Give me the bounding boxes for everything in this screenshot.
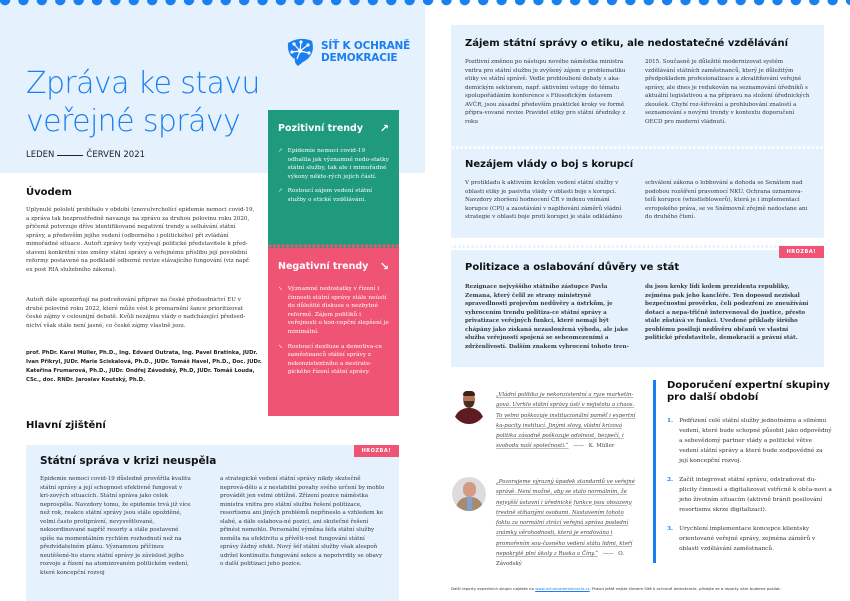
finding-column-2: 2015. Současně je důležité modernizovat systém vzdělávání státních zaměstnanců, který je důležitým předpokladem profesionalizace a zkvalitňování veřejné správy, ale dnes je redukován na seznamování úředníků s aktuální legislativou a na přípravu na složení úřednických zkoušek. Chybí roz-šiřování a prohlubování znalostí a seznamování s novými trendy v kontextu doporučení OECD pro moderní vládnutí.	[645, 59, 810, 125]
logo-line-1: SÍŤ K OCHRANĚ	[321, 40, 411, 52]
period-dash	[57, 155, 83, 156]
finding-column-1: Pozitivní změnou po nástupu nového náměstka ministra vnitra pro státní službu je zvýšený zájem o problematiku etiky ve státní správě. Vedle prohloubení debaty s aka-demickým sektorem, např. aktivními vstupy do tématu spolupořádáním konference s Filosofickým ústavem AVČR, jsou zásadní především praktické kroky ve formě připra-vované revize Pravidel etiky pro státní úředníky z roku	[465, 59, 626, 125]
finding-column-1: V protikladu k aktivním krokům vedení státní služby v oblasti etiky je pasivita vlády v oblasti boje s korupcí. Navzdory zhoršení hodnocení ČR v indexu vnímání korupce (CPI) a zaostávání v naplňování záměrů vládní strategie v oblasti boje proti korupci je stále odkládáno	[465, 180, 622, 220]
threat-badge: HROZBA!	[779, 246, 824, 258]
finding-title: Státní správa v krizi neuspěla	[40, 455, 217, 467]
positive-trends-card	[268, 110, 399, 244]
recommendation-item	[667, 475, 833, 515]
footer-text-before: Další reporty expertních skupin najdete na	[451, 586, 536, 591]
report-period	[26, 150, 145, 160]
arrow-down-right-icon: ↘	[278, 343, 283, 350]
recommendations	[653, 380, 833, 563]
website-link[interactable]: www.ochranademokracie.cz	[535, 586, 590, 591]
quote-zavodsky	[452, 477, 636, 570]
positive-trend-text: Epidemie nemoci covid-19 odhalila jak významné nedo-statky státní služby, tak ale i mimořádné výkony někte-rých jejích částí.	[287, 148, 389, 180]
finding-column-2: schválení zákona o lobbování a dohoda se Senátem nad podobou rozšíření pravomocí NKÚ. Ochrana oznamova-telů korupce (whistleblowerů), která je i implementací evropského práva, se ve Sněmovně zřejmě nedostane ani do druhého čtení.	[645, 180, 808, 220]
quote-author: K. Müller	[588, 443, 615, 450]
finding-politicization	[451, 250, 824, 367]
negative-trend-item	[278, 343, 389, 377]
finding-title: Politizace a oslabování důvěry ve stát	[465, 262, 680, 273]
finding-column-2: a strategické vedení státní správy nikdy skutečně neprová-dělo a z nestabilní povahy svého určení by mohlo provádět jen velmi obtížně. Zřízení pozice náměstka ministra vnitra pro státní službu řešení politizace, resortismu ani jiných problémů nepřineslo a vzhledem ke slabé, a dále oslabova-né pozici, ani skutečné řešení přinést nemohlo. Personální výměna šéfa státní služby neměla na efektivitu a přívěti-vost fungování státní správy žádný efekt. Nový šéf státní služby však alespoň udržel kontinuitu fungování sekce a nepotvrdily se obavy o další politizaci jeho pozice.	[220, 476, 385, 567]
finding-column-1: Rezignace nejvyššího státního zástupce Pavla Zemana, který čelil ze strany ministryně spravedlnosti projevům nedůvěry a ústrkům, je vyhrocením trendu politiza-ce státní správy a privatizace veřejných funkcí, které nemají být chápány jako získaná nezasloužená výhoda, ale jako služba veřejnosti spojená se sebeomezeními a zdrženlivostí. Dalším znakem vyhrocení tohoto tren-	[465, 284, 629, 350]
negative-trend-text: Významné nedostatky v řízení i činnosti státní správy stále neústí do důležité diskuse o nezbytné reformě. Zájem politiků i veřejnosti o kon-cepční zlepšení je minimální.	[287, 286, 389, 335]
dotted-divider	[451, 245, 824, 248]
recommendations-title	[667, 380, 833, 404]
quote-body: „Pozorujeme výrazný úpadek standardů ve veřejné správě. Není možné, aby se stalo normálním, že nejvyšší ústavní i úřednické funkce jsou obsazeny trestně stíhanými osobami. Nastavením tohoto faktu za normální ztrácí veřejná správa poslední známky věrohodnosti, která je erodována i promořením sou-časného vedení státu lidmi, kteří nepokrytě plní úkoly z Ruska a Číny.“	[496, 479, 635, 558]
logo-line-2: DEMOKRACIE	[321, 52, 398, 64]
report-title-line-1: Zpráva ke stavu	[26, 66, 260, 101]
recommendation-number: 2.	[667, 477, 674, 483]
logo	[285, 37, 410, 67]
finding-title: Zájem státní správy o etiku, ale nedostatečné vzdělávání	[465, 38, 789, 49]
report-title	[26, 65, 260, 141]
quote-author: O. Závodský	[496, 551, 625, 568]
negative-trends-card	[268, 248, 399, 416]
negative-trends-title: Negativní trendy	[278, 261, 369, 272]
intro-paragraph-1: Uplynulé pololetí probíhalo v období (znovu)vrcholící epidemie nemoci covid-19, a zpráva tak bezprostředně navazuje na zprávu za druhou polovinu roku 2020, přičemž potvrzuje dříve identifikované negativní trendy a selhávání státní správy, a především jejího vedení (odborného i politického) při zvládání mimořádné situace. Autoři zprávy tedy vyzývají politické představitele k před-stavení konkrétní vize změny státní správy a veřejnému příslibu její povolební reformy postavené na podkladě odborné revize stávajícího fungování (viz např. ex post RIA služebního zákona).	[26, 207, 255, 273]
avatar	[452, 477, 486, 511]
authors-list: prof. PhDr. Karel Müller, Ph.D., Ing. Edvard Outrata, Ing. Pavel Bratinka, JUDr. Ivan Přikryl, JUDr. Marie Sciskalová, Ph.D., JUDr. Tomáš Havel, Ph.D., Doc. JUDr. Kateřina Frumarová, Ph.D., JUDr. Ondřej Závodský, Ph.D, JUDr. Tomáš Louda, CSc., doc. RNDr. Jaroslav Koutský, Ph.D.	[26, 350, 262, 383]
recommendation-text: Urychlení implementace koncepce klientsky orientované veřejné správy, zejména záměrů v oblasti vzdělávání zaměstnanců.	[679, 526, 816, 552]
quote-body: „Vládní politika je nekonzistentní a ryze marketin-gová. Uvrhlo státní správy ústí v nejistotu a chaos. To velmi poškozuje institucionální paměť i expertní ka-pacity institucí. Jinými slovy, vládní krizová politika zásadně poškozuje odolnost, bezpečí, i svobodu naší společnosti.“	[496, 392, 636, 450]
arrow-up-right-icon: ↗	[379, 122, 389, 135]
finding-title: Nezájem vlády o boj s korupcí	[465, 159, 634, 170]
finding-column-2: du jsou kroky lidí kolem prezidenta republiky, zejména pak jeho kancléře. Ten doposud nezískal bezpečnostní prověrku, čelí podezření ze zneužívání dotací a nepa-třičně intervenoval do justice, přesto stále zůstává ve funkci. Uvedené příklady širšího problému posilují nedůvěru občanů ve vlastní politické představitele, demokracii a právní stát.	[645, 284, 809, 341]
report-title-line-2: veřejné správy	[26, 104, 241, 139]
finding-column-1: Epidemie nemoci covid-19 důsledně prověřila kvalitu státní správy a její schopnost efektivně fungovat v kri-zových situacích. Státní správa jako celek neprospěla. Navzdory tomu, že epidemie trvá již více než rok, reakce státní správy jsou stále opožděné, velmi často protiprávní, nevysvětlované, nekoordinované napříč resorty a stále postavené spíše na momentálním rychlém rozhodnutí než na předvídatelném plánu. Významnou příčinou neutěšené-ho stavu státní správy je závislost jejího rozvoje a řízení na atomizovaném politickém vedení, které koncepční rozvoj	[40, 476, 191, 576]
negative-trend-text: Rostoucí deziluze a demotiva-ce zaměstnanců státní správy z nekonzistentního a nestrate-gického řízení státní správy.	[287, 343, 382, 376]
intro-heading: Úvodem	[26, 187, 72, 198]
main-findings-heading: Hlavní zjištění	[26, 420, 106, 431]
positive-trends-title: Pozitivní trendy	[278, 123, 364, 134]
recommendation-text: Podřízení celé státní služby jednotnému a silnému vedení, které bude schopné působit jako odpovědný a sebevědomý partner vlády a politické větve vedení státní správy a které bude zodpovědné za její koncepční rozvoj.	[679, 418, 832, 464]
positive-trend-text: Rostoucí zájem vedení státní služby o etické vzdělávání.	[287, 188, 372, 203]
network-leaf-icon	[285, 37, 315, 67]
finding-ethics	[451, 25, 824, 146]
recommendations-title-line-2: pro další období	[667, 392, 759, 403]
positive-trend-item	[278, 147, 389, 181]
avatar	[452, 390, 486, 424]
threat-badge: HROZBA!	[354, 445, 399, 457]
quote-text	[496, 390, 636, 452]
arrow-up-right-icon: ↗	[278, 148, 283, 154]
finding-crisis	[26, 445, 399, 601]
negative-trend-item	[278, 285, 389, 337]
dotted-border-top	[0, 0, 850, 8]
quote-dash: ——	[573, 443, 585, 450]
recommendation-item	[667, 524, 833, 554]
quote-dash: ——	[602, 551, 614, 558]
arrow-down-right-icon: ↘	[278, 286, 283, 292]
intro-paragraph-2: Autoři dále upozorňují na podceňování příprav na české předsednictví EU v druhé polovině roku 2022, které může vést k promarnění šance prioritizovat české zájmy v celounijní debatě. Kvůli nezájmu vlády o nadcházející předsed-nictví však stále není jasné, co české zájmy vlastně jsou.	[26, 297, 246, 329]
recommendations-title-line-1: Doporučení expertní skupiny	[667, 380, 830, 391]
period-to: ČERVEN 2021	[86, 150, 146, 160]
recommendation-number: 1.	[667, 418, 674, 424]
footer-text-after: . Pokud ještě nejste členem Sítě k ochraně demokracie, přidejte se a reporty vám budeme posílat.	[589, 586, 782, 591]
quote-muller	[452, 390, 636, 452]
quote-text	[496, 477, 636, 570]
arrow-up-right-icon: ↗	[278, 188, 283, 195]
period-from: LEDEN	[26, 150, 55, 160]
arrow-down-right-icon: ↘	[379, 260, 389, 273]
recommendation-number: 3.	[667, 526, 674, 532]
recommendation-item	[667, 416, 833, 466]
footer-note	[451, 586, 781, 591]
positive-trend-item	[278, 187, 389, 204]
recommendation-text: Začít integrovat státní správu, odstraňovat du-plicity činností a digitalizovat vstřícně k obča-novi a jeho životním situacím (aktivně bránit posilování resortismu skrze digitalizaci).	[679, 477, 832, 513]
finding-corruption	[451, 149, 824, 238]
